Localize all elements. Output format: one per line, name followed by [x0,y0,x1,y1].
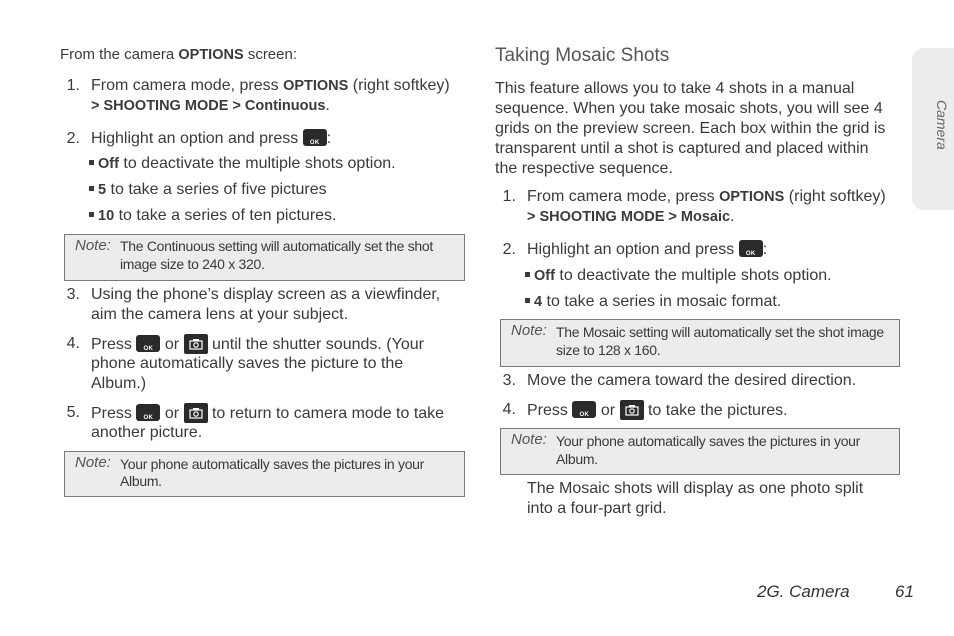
option-bullet: 4 to take a series in mosaic format. [525,292,781,312]
menu-path: > SHOOTING MODE > Continuous [91,98,326,114]
bullet-icon [525,272,530,277]
intro-paragraph: This feature allows you to take 4 shots in a manual sequence. When you take mosaic shots, you will see 4 grids on the preview screen. Each box within the grid is transparent until a shot is captured and placed within the respective sequence. [495,80,886,177]
bullet-icon [89,212,94,217]
bullet-icon [89,160,94,165]
intro-line: From the camera OPTIONS screen: [60,46,298,63]
closing-paragraph: The Mosaic shots will display as one photo split into a four-part grid. [527,480,864,517]
camera-key-icon [620,400,644,420]
option-bullet: 10 to take a series of ten pictures. [89,206,336,226]
note-box: Note: The Continuous setting will automatically set the shot image size to 240 x 320. [64,234,465,281]
ok-key-icon [303,129,327,146]
step-3: 3. Using the phone’s display screen as a viewfinder, aim the camera lens at your subject. [66,286,441,323]
note-box: Note: Your phone automatically saves the pictures in your Album. [500,428,900,475]
footer-section: 2G. Camera [757,582,850,601]
bullet-icon [89,186,94,191]
step-4: 4. Press OK or until the shutter sounds. (Your phone automatically saves the picture to the Album.) [60,334,480,394]
page-number: 61 [895,582,914,601]
ok-key-icon [136,335,160,352]
chapter-tab-label: Camera [934,100,950,150]
camera-key-icon [184,334,208,354]
option-bullet: Off to deactivate the multiple shots option. [525,266,832,286]
ok-key-icon [136,404,160,421]
menu-path: > SHOOTING MODE > Mosaic [527,209,731,225]
ok-key-icon [572,401,596,418]
note-box: Note: Your phone automatically saves the pictures in your Album. [64,451,465,497]
camera-key-icon [184,403,208,423]
note-box: Note: The Mosaic setting will automatically set the shot image size to 128 x 160. [500,319,900,367]
option-bullet: 5 to take a series of five pictures [89,180,327,200]
step-5: 5. Press OK or to return to camera mode to take another picture. [60,403,480,443]
bullet-icon [525,298,530,303]
ok-key-icon [739,240,763,257]
section-title: Taking Mosaic Shots [495,45,670,66]
option-bullet: Off to deactivate the multiple shots option. [89,154,396,174]
step-1: 1. From camera mode, press OPTIONS (right softkey) > SHOOTING MODE > Mosaic. [502,188,886,225]
